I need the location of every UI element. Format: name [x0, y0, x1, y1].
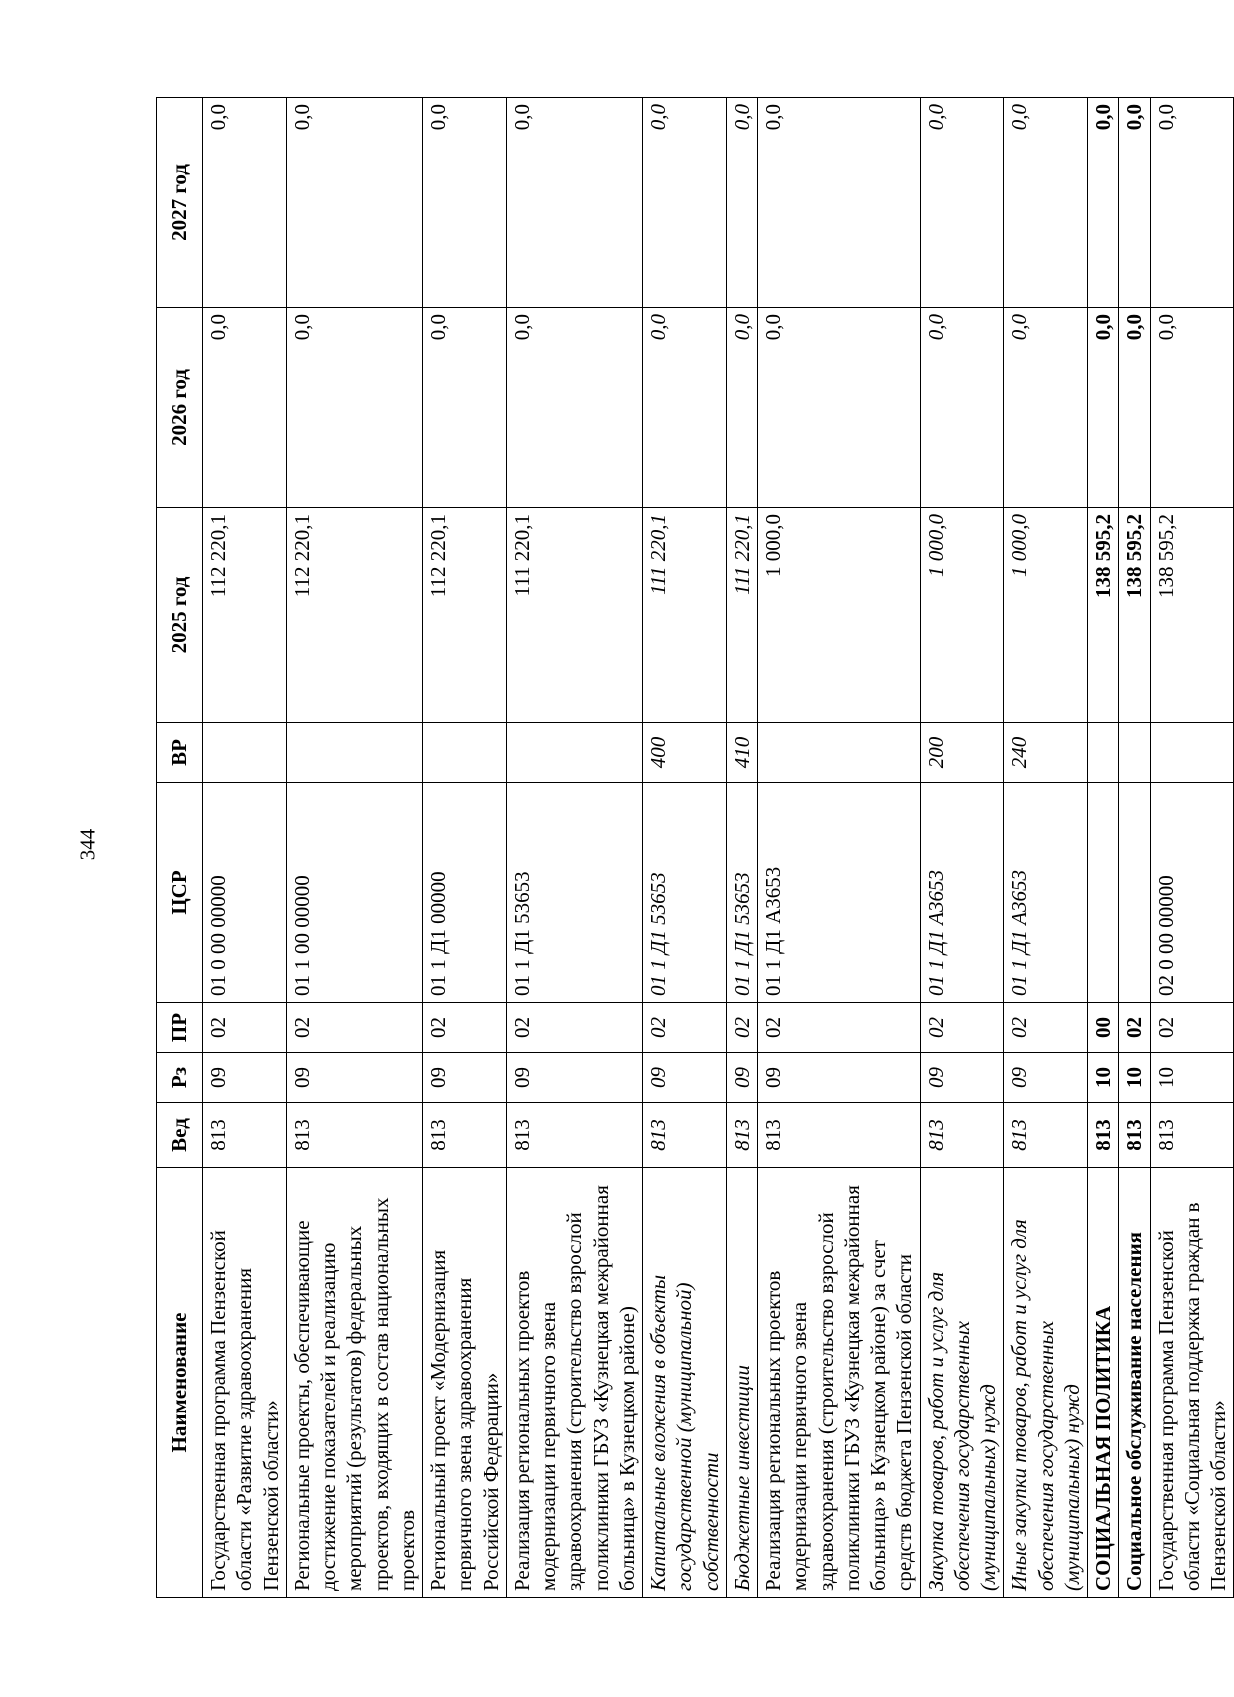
cell-vr: [506, 723, 642, 783]
cell-2025: 138 595,2: [1088, 508, 1119, 723]
cell-ved: 813: [1004, 1103, 1088, 1168]
table-row: [203, 98, 287, 1598]
cell-csr: 01 1 Д1 00000: [423, 783, 507, 1003]
cell-name: Реализация региональных проектов модернизации первичного звена здравоохранения (строительство взрослой поликлиники ГБУЗ «Кузнецкая межрайонная больница» в Кузнецком районе): [506, 1168, 642, 1598]
cell-vr: 410: [726, 723, 757, 783]
cell-pr: 02: [758, 1003, 921, 1053]
cell-name: Закупка товаров, работ и услуг для обеспечения государственных (муниципальных) нужд: [920, 1168, 1004, 1598]
cell-ved: 813: [726, 1103, 757, 1168]
cell-ved: 813: [643, 1103, 727, 1168]
cell-ved: 813: [1088, 1103, 1119, 1168]
header-2027: 2027 год: [157, 98, 203, 308]
cell-ved: 813: [1119, 1103, 1150, 1168]
cell-2026: 0,0: [1088, 308, 1119, 508]
table-row: [1088, 98, 1119, 1598]
cell-2025: 112 220,1: [203, 508, 287, 723]
cell-ved: 813: [203, 1103, 287, 1168]
cell-csr: 01 0 00 00000: [203, 783, 287, 1003]
cell-rz: 09: [726, 1053, 757, 1103]
cell-2026: 0,0: [920, 308, 1004, 508]
cell-2025: 112 220,1: [423, 508, 507, 723]
cell-2026: 0,0: [286, 308, 422, 508]
header-rz: Рз: [157, 1053, 203, 1103]
page-number: 344: [75, 828, 100, 861]
cell-pr: 00: [1088, 1003, 1119, 1053]
table-row: [1004, 98, 1088, 1598]
cell-2025: 111 220,1: [643, 508, 727, 723]
rotated-table-wrapper: [156, 98, 1230, 1598]
header-row: [157, 98, 203, 1598]
cell-vr: [1150, 723, 1234, 783]
cell-rz: 09: [758, 1053, 921, 1103]
header-name: Наименование: [157, 1168, 203, 1598]
cell-2027: 0,0: [286, 98, 422, 308]
cell-name: Бюджетные инвестиции: [726, 1168, 757, 1598]
cell-vr: 240: [1004, 723, 1088, 783]
cell-pr: 02: [1004, 1003, 1088, 1053]
header-vr: ВР: [157, 723, 203, 783]
cell-2026: 0,0: [423, 308, 507, 508]
cell-csr: [1119, 783, 1150, 1003]
cell-rz: 09: [506, 1053, 642, 1103]
cell-ved: 813: [1150, 1103, 1234, 1168]
cell-name: Региональные проекты, обеспечивающие достижение показателей и реализацию мероприятий (результатов) федеральных проектов, входящих в состав национальных проектов: [286, 1168, 422, 1598]
cell-2025: 1 000,0: [920, 508, 1004, 723]
cell-csr: 01 1 00 00000: [286, 783, 422, 1003]
header-ved: Вед: [157, 1103, 203, 1168]
cell-2026: 0,0: [726, 308, 757, 508]
cell-name: Государственная программа Пензенской области «Развитие здравоохранения Пензенской области»: [203, 1168, 287, 1598]
cell-pr: 02: [1119, 1003, 1150, 1053]
cell-2026: 0,0: [643, 308, 727, 508]
cell-2026: 0,0: [1004, 308, 1088, 508]
table-row: [1150, 98, 1234, 1598]
cell-2025: 1 000,0: [1004, 508, 1088, 723]
cell-vr: [286, 723, 422, 783]
cell-csr: 01 1 Д1 53653: [643, 783, 727, 1003]
cell-rz: 10: [1150, 1053, 1234, 1103]
cell-name: Региональный проект «Модернизация первичного звена здравоохранения Российской Федерации»: [423, 1168, 507, 1598]
cell-2025: 112 220,1: [286, 508, 422, 723]
cell-rz: 09: [423, 1053, 507, 1103]
cell-csr: 01 1 Д1 А3653: [920, 783, 1004, 1003]
table-row: [423, 98, 507, 1598]
cell-rz: 09: [643, 1053, 727, 1103]
cell-ved: 813: [506, 1103, 642, 1168]
cell-2027: 0,0: [1004, 98, 1088, 308]
cell-name: Государственная программа Пензенской области «Социальная поддержка граждан в Пензенской области»: [1150, 1168, 1234, 1598]
cell-pr: 02: [726, 1003, 757, 1053]
cell-name: Социальное обслуживание населения: [1119, 1168, 1150, 1598]
cell-2027: 0,0: [1119, 98, 1150, 308]
cell-2025: 111 220,1: [726, 508, 757, 723]
cell-pr: 02: [506, 1003, 642, 1053]
cell-2027: 0,0: [423, 98, 507, 308]
table-row: [920, 98, 1004, 1598]
cell-2026: 0,0: [758, 308, 921, 508]
cell-pr: 02: [286, 1003, 422, 1053]
cell-csr: 01 1 Д1 53653: [726, 783, 757, 1003]
cell-2026: 0,0: [506, 308, 642, 508]
cell-pr: 02: [643, 1003, 727, 1053]
table-row: [726, 98, 757, 1598]
cell-vr: [203, 723, 287, 783]
cell-pr: 02: [1150, 1003, 1234, 1053]
cell-2026: 0,0: [1119, 308, 1150, 508]
header-2026: 2026 год: [157, 308, 203, 508]
cell-rz: 09: [1004, 1053, 1088, 1103]
cell-vr: 400: [643, 723, 727, 783]
cell-2025: 138 595,2: [1150, 508, 1234, 723]
cell-pr: 02: [203, 1003, 287, 1053]
cell-2027: 0,0: [203, 98, 287, 308]
cell-pr: 02: [423, 1003, 507, 1053]
cell-2027: 0,0: [920, 98, 1004, 308]
cell-name: СОЦИАЛЬНАЯ ПОЛИТИКА: [1088, 1168, 1119, 1598]
cell-pr: 02: [920, 1003, 1004, 1053]
cell-2027: 0,0: [1088, 98, 1119, 308]
cell-name: Капитальные вложения в объекты государственной (муниципальной) собственности: [643, 1168, 727, 1598]
table-row: [506, 98, 642, 1598]
cell-2025: 138 595,2: [1119, 508, 1150, 723]
cell-csr: 01 1 Д1 А3653: [1004, 783, 1088, 1003]
cell-csr: 02 0 00 00000: [1150, 783, 1234, 1003]
cell-rz: 10: [1088, 1053, 1119, 1103]
cell-rz: 10: [1119, 1053, 1150, 1103]
cell-rz: 09: [203, 1053, 287, 1103]
cell-csr: 01 1 Д1 А3653: [758, 783, 921, 1003]
cell-2027: 0,0: [1150, 98, 1234, 308]
cell-2027: 0,0: [506, 98, 642, 308]
cell-ved: 813: [758, 1103, 921, 1168]
cell-2026: 0,0: [1150, 308, 1234, 508]
header-2025: 2025 год: [157, 508, 203, 723]
cell-2025: 111 220,1: [506, 508, 642, 723]
cell-ved: 813: [920, 1103, 1004, 1168]
cell-2027: 0,0: [758, 98, 921, 308]
header-csr: ЦСР: [157, 783, 203, 1003]
table-row: [286, 98, 422, 1598]
cell-2027: 0,0: [726, 98, 757, 308]
table-row: [758, 98, 921, 1598]
cell-ved: 813: [423, 1103, 507, 1168]
cell-rz: 09: [286, 1053, 422, 1103]
cell-name: Реализация региональных проектов модернизации первичного звена здравоохранения (строительство взрослой поликлиники ГБУЗ «Кузнецкая межрайонная больница» в Кузнецком районе) за счет средств бюджета Пензенской области: [758, 1168, 921, 1598]
cell-vr: [1088, 723, 1119, 783]
cell-vr: [423, 723, 507, 783]
header-pr: ПР: [157, 1003, 203, 1053]
cell-vr: 200: [920, 723, 1004, 783]
table-row: [1119, 98, 1150, 1598]
cell-rz: 09: [920, 1053, 1004, 1103]
cell-2027: 0,0: [643, 98, 727, 308]
budget-table: [156, 97, 1234, 1598]
cell-name: Иные закупки товаров, работ и услуг для обеспечения государственных (муниципальных) нужд: [1004, 1168, 1088, 1598]
cell-csr: [1088, 783, 1119, 1003]
table-row: [643, 98, 727, 1598]
cell-csr: 01 1 Д1 53653: [506, 783, 642, 1003]
cell-vr: [1119, 723, 1150, 783]
cell-ved: 813: [286, 1103, 422, 1168]
cell-2026: 0,0: [203, 308, 287, 508]
cell-2025: 1 000,0: [758, 508, 921, 723]
cell-vr: [758, 723, 921, 783]
